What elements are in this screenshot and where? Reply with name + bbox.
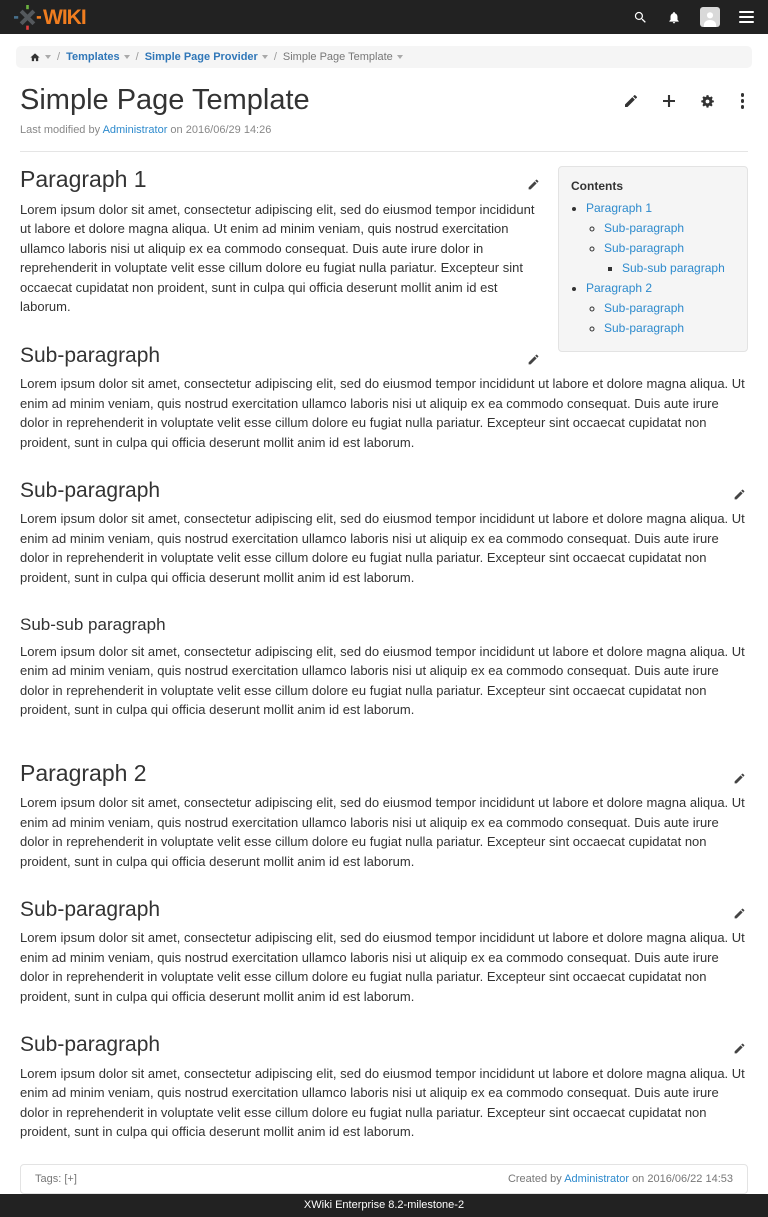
toc-item [604,239,737,277]
section-edit-pencil-icon[interactable] [519,166,542,198]
breadcrumb-separator: / [273,51,277,63]
toc-link-paragraph-1[interactable]: Paragraph 1 [586,201,653,216]
section-heading: Paragraph 1 [20,166,147,193]
toc-link-sub-sub-paragraph[interactable]: Sub-sub paragraph [622,261,725,276]
content-section [20,343,748,452]
created-line [508,1173,733,1185]
toc-link-sub-paragraph[interactable]: Sub-paragraph [604,241,685,256]
document-actions [623,92,749,110]
breadcrumb [16,46,752,68]
toc-item [604,219,737,237]
section-heading: Sub-paragraph [20,898,161,922]
xwiki-x-logo-icon [14,5,41,30]
created-date: on 2016/06/22 14:53 [632,1172,733,1185]
section-edit-pencil-icon[interactable] [519,343,542,372]
section-edit-pencil-icon[interactable] [725,1032,748,1061]
document-info-bar [20,1164,748,1194]
xwiki-logo[interactable] [14,5,86,30]
add-plus-button[interactable] [660,92,678,110]
modified-prefix: Last modified by [20,124,101,137]
user-silhouette-icon [701,9,719,27]
menu-hamburger-icon[interactable] [739,11,754,23]
breadcrumb-link: Simple Page Provider [144,51,258,63]
toc-link-sub-paragraph[interactable]: Sub-paragraph [604,221,685,236]
top-navigation-bar [0,0,768,34]
edit-pencil-button[interactable] [623,93,639,109]
breadcrumb-separator: / [57,51,61,63]
content-section [20,760,748,872]
chevron-down-icon [124,55,130,59]
topbar-actions [633,7,754,27]
section-heading: Sub-sub paragraph [20,615,166,635]
xwiki-logo-text: WIKI [43,5,86,29]
section-edit-pencil-icon[interactable] [725,897,748,926]
section-heading: Paragraph 2 [20,759,147,786]
version-label: XWiki Enterprise 8.2-milestone-2 [303,1198,465,1211]
section-paragraph: Lorem ipsum dolor sit amet, consectetur adipiscing elit, sed do eiusmod tempor incididunt ut labore et dolore magna aliqua. Ut enim ad minim veniam, quis nostrud exercitation ullamco laboris nisi ut aliquip ex ea commodo consequat. Duis aute irure dolor in reprehenderit in voluptate velit esse cillum dolore eu fugiat nulla pariatur. Excepteur sint occaecat cupidatat non proident, sunt in culpa qui officia deserunt mollit anim id est laborum. [20,376,745,450]
user-avatar[interactable] [700,7,720,27]
search-icon[interactable] [633,10,648,25]
section-heading: Sub-paragraph [20,479,161,503]
content-section [20,478,748,587]
breadcrumb-item-simple-page-provider[interactable] [145,51,268,63]
content-section [20,1032,748,1141]
toc-link-sub-paragraph[interactable]: Sub-paragraph [604,321,685,336]
created-user-link[interactable]: Administrator [564,1172,629,1185]
toc-item [586,279,737,337]
tags-label: Tags: [35,1172,62,1185]
section-paragraph: Lorem ipsum dolor sit amet, consectetur adipiscing elit, sed do eiusmod tempor incididunt ut labore et dolore magna aliqua. Ut enim ad minim veniam, quis nostrud exercitation ullamco laboris nisi ut aliquip ex ea commodo consequat. Duis aute irure dolor in reprehenderit in voluptate velit esse cillum dolore eu fugiat nulla pariatur. Excepteur sint occaecat cupidatat non proident, sunt in culpa qui officia deserunt mollit anim id est laborum. [20,511,745,585]
header-divider [20,151,748,152]
page-title: Simple Page Template [20,84,310,116]
last-modified-line [20,124,748,136]
toc-item [622,259,737,277]
notifications-bell-icon[interactable] [667,10,681,25]
content-section [20,615,748,719]
chevron-down-icon [262,55,268,59]
document-header [0,68,768,166]
toc-link-sub-paragraph[interactable]: Sub-paragraph [604,301,685,316]
section-edit-pencil-icon[interactable] [725,760,748,792]
section-heading: Sub-paragraph [20,343,161,367]
toc-item [604,319,737,337]
chevron-down-icon [45,55,51,59]
breadcrumb-item-templates[interactable] [66,51,130,63]
content-section [20,897,748,1006]
tags-area [35,1173,77,1185]
settings-gear-button[interactable] [699,93,716,110]
toc-item [586,199,737,277]
section-paragraph: Lorem ipsum dolor sit amet, consectetur adipiscing elit, sed do eiusmod tempor incididunt ut labore et dolore magna aliqua. Ut enim ad minim veniam, quis nostrud exercitation ullamco laboris nisi ut aliquip ex ea commodo consequat. Duis aute irure dolor in reprehenderit in voluptate velit esse cillum dolore eu fugiat nulla pariatur. Excepteur sint occaecat cupidatat non proident, sunt in culpa qui officia deserunt mollit anim id est laborum. [20,930,745,1004]
section-paragraph: Lorem ipsum dolor sit amet, consectetur adipiscing elit, sed do eiusmod tempor incididunt ut labore et dolore magna aliqua. Ut enim ad minim veniam, quis nostrud exercitation ullamco laboris nisi ut aliquip ex ea commodo consequat. Duis aute irure dolor in reprehenderit in voluptate velit esse cillum dolore eu fugiat nulla pariatur. Excepteur sint occaecat cupidatat non proident, sunt in culpa qui officia deserunt mollit anim id est laborum. [20,201,535,315]
modified-user-link[interactable]: Administrator [102,124,168,137]
toc-title: Contents [571,179,623,194]
section-heading: Sub-paragraph [20,1033,161,1057]
breadcrumb-separator: / [135,51,139,63]
chevron-down-icon [397,55,403,59]
document-content [0,166,768,1149]
section-paragraph: Lorem ipsum dolor sit amet, consectetur adipiscing elit, sed do eiusmod tempor incididunt ut labore et dolore magna aliqua. Ut enim ad minim veniam, quis nostrud exercitation ullamco laboris nisi ut aliquip ex ea commodo consequat. Duis aute irure dolor in reprehenderit in voluptate velit esse cillum dolore eu fugiat nulla pariatur. Excepteur sint occaecat cupidatat non proident, sunt in culpa qui officia deserunt mollit anim id est laborum. [20,643,745,718]
breadcrumb-link: Templates [66,51,120,63]
section-edit-pencil-icon[interactable] [725,478,748,507]
section-paragraph: Lorem ipsum dolor sit amet, consectetur adipiscing elit, sed do eiusmod tempor incididunt ut labore et dolore magna aliqua. Ut enim ad minim veniam, quis nostrud exercitation ullamco laboris nisi ut aliquip ex ea commodo consequat. Duis aute irure dolor in reprehenderit in voluptate velit esse cillum dolore eu fugiat nulla pariatur. Excepteur sint occaecat cupidatat non proident, sunt in culpa qui officia deserunt mollit anim id est laborum. [20,1065,745,1140]
toc-item [604,299,737,317]
toc-link-paragraph-2[interactable]: Paragraph 2 [586,281,653,296]
modified-date: on 2016/06/29 14:26 [170,124,272,137]
add-tag-button[interactable]: [+] [64,1172,77,1185]
created-prefix: Created by [507,1172,562,1185]
breadcrumb-current-label: Simple Page Template [282,51,393,63]
more-options-kebab-button[interactable] [737,93,749,109]
table-of-contents-panel [558,166,748,352]
home-icon [29,52,41,63]
breadcrumb-wrapper [0,34,768,68]
breadcrumb-item-current-page[interactable] [283,51,403,63]
version-footer-bar [0,1194,768,1217]
section-paragraph: Lorem ipsum dolor sit amet, consectetur adipiscing elit, sed do eiusmod tempor incididunt ut labore et dolore magna aliqua. Ut enim ad minim veniam, quis nostrud exercitation ullamco laboris nisi ut aliquip ex ea commodo consequat. Duis aute irure dolor in reprehenderit in voluptate velit esse cillum dolore eu fugiat nulla pariatur. Excepteur sint occaecat cupidatat non proident, sunt in culpa qui officia deserunt mollit anim id est laborum. [20,795,745,869]
breadcrumb-home[interactable] [29,52,51,63]
